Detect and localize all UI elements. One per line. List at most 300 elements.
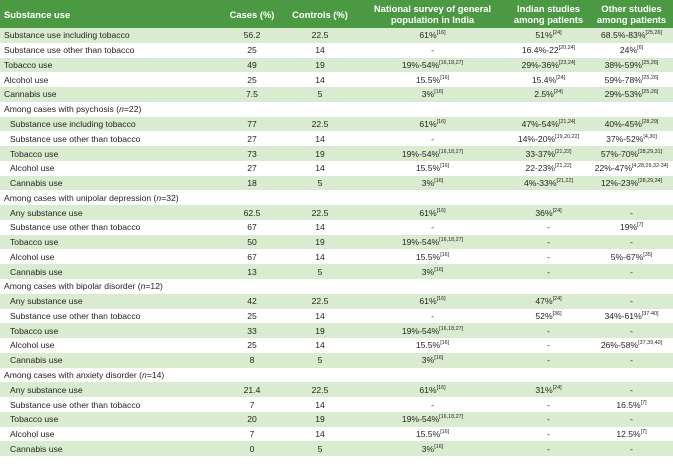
table-row: [0, 58, 673, 73]
indian-studies-cell-value: 22-23%: [525, 163, 556, 174]
indian-studies-cell-value: -: [547, 266, 550, 277]
controls-cell: 19: [315, 325, 325, 336]
other-studies-cell-value: 12%-23%: [600, 178, 639, 189]
cases-cell: 25: [247, 74, 257, 85]
cases-cell: 7: [249, 429, 255, 440]
national-survey-cell: [358, 441, 507, 456]
controls-cell: 14: [315, 399, 325, 410]
other-studies-cell-value: -: [630, 443, 633, 454]
indian-studies-cell: [507, 249, 590, 264]
controls-cell: 14: [315, 45, 325, 56]
row-label: Substance use other than tobacco: [4, 45, 135, 56]
group-n-symbol: n: [156, 192, 162, 203]
group-label-text: Among cases with bipolar disorder (: [4, 281, 141, 292]
national-survey-cell-reference: [16]: [436, 207, 446, 214]
other-studies-cell: [590, 43, 673, 58]
cases-cell: 21.4: [243, 384, 261, 395]
row-label: Tobacco use: [10, 237, 59, 248]
indian-studies-cell: [507, 294, 590, 309]
national-survey-cell-reference: [16]: [440, 340, 450, 347]
other-studies-cell-value: 37%-52%: [606, 133, 644, 144]
national-survey-cell-value: 61%: [419, 118, 437, 129]
table-row: [0, 264, 673, 279]
table-row: [0, 338, 673, 353]
national-survey-cell: [358, 323, 507, 338]
other-studies-cell: [590, 161, 673, 176]
national-survey-cell-reference: [16,18,27]: [439, 59, 464, 66]
cases-cell: 42: [247, 296, 257, 307]
cases-cell: 25: [247, 310, 257, 321]
indian-studies-cell-value: -: [547, 251, 550, 262]
national-survey-cell-value: 15.5%: [415, 251, 441, 262]
table-row: [0, 397, 673, 412]
other-studies-cell: [590, 264, 673, 279]
indian-studies-cell-reference: [24]: [552, 384, 562, 391]
other-studies-cell-value: 5%-67%: [610, 251, 644, 262]
table-header-row: [0, 0, 673, 28]
cases-cell: 56.2: [243, 30, 261, 41]
national-survey-cell: [358, 220, 507, 235]
indian-studies-cell-reference: [21,22]: [555, 163, 572, 170]
national-survey-cell-value: 3%: [421, 178, 435, 189]
table-row: [0, 235, 673, 250]
other-studies-cell-value: -: [630, 384, 633, 395]
national-survey-cell-value: -: [431, 222, 434, 233]
indian-studies-cell-reference: [24]: [552, 207, 562, 214]
row-label: Tobacco use: [4, 59, 53, 70]
header-other-studies: Other studies among patients: [596, 3, 667, 25]
controls-cell: 22.5: [311, 384, 329, 395]
national-survey-cell-value: 15.5%: [415, 340, 441, 351]
indian-studies-cell-value: 47%-54%: [521, 118, 559, 129]
other-studies-cell-reference: [28,29,31]: [638, 148, 663, 155]
other-studies-cell-value: -: [630, 237, 633, 248]
indian-studies-cell: [507, 58, 590, 73]
indian-studies-cell: [507, 353, 590, 368]
national-survey-cell-value: 19%-54%: [401, 414, 440, 425]
other-studies-cell-value: 22%-47%: [594, 163, 632, 174]
controls-cell: 14: [315, 74, 325, 85]
national-survey-cell: [358, 294, 507, 309]
indian-studies-cell: [507, 235, 590, 250]
group-n-symbol: n: [119, 104, 124, 115]
group-row: [0, 368, 673, 383]
other-studies-cell: [590, 131, 673, 146]
indian-studies-cell-value: 51%: [535, 30, 553, 41]
row-label: Tobacco use: [10, 325, 59, 336]
group-label: [0, 102, 673, 117]
table-row: [0, 43, 673, 58]
indian-studies-cell: [507, 117, 590, 132]
cases-cell: 77: [247, 118, 257, 129]
row-label: Substance use other than tobacco: [10, 133, 141, 144]
header-indian-studies: Indian studies among patients: [513, 3, 584, 25]
national-survey-cell: [358, 87, 507, 102]
other-studies-cell-reference: [28,29,34]: [638, 178, 663, 185]
other-studies-cell-value: 57%-70%: [600, 148, 639, 159]
other-studies-cell-reference: [37,39,40]: [638, 340, 663, 347]
indian-studies-cell-reference: [23,24]: [558, 59, 576, 66]
other-studies-cell: [590, 72, 673, 87]
row-label: Substance use including tobacco: [10, 118, 136, 129]
cases-cell: 0: [249, 443, 255, 454]
cases-cell: 33: [247, 325, 257, 336]
cases-cell: 62.5: [243, 207, 261, 218]
cases-cell: 27: [247, 163, 257, 174]
indian-studies-cell-reference: [20,24]: [558, 45, 576, 52]
controls-cell: 14: [315, 133, 325, 144]
other-studies-cell-value: -: [630, 355, 633, 366]
indian-studies-cell-value: 15.4%: [531, 74, 557, 85]
national-survey-cell: [358, 264, 507, 279]
other-studies-cell-value: 38%-59%: [604, 59, 642, 70]
national-survey-cell-value: 3%: [421, 443, 435, 454]
indian-studies-cell-value: 29%-36%: [521, 59, 559, 70]
other-studies-cell-reference: [4,28,29,32-34]: [631, 163, 669, 170]
indian-studies-cell-value: -: [547, 325, 550, 336]
group-label-text: Among cases with unipolar depression (: [4, 192, 157, 203]
row-label: Cannabis use: [10, 355, 63, 366]
row-label: Cannabis use: [10, 443, 63, 454]
indian-studies-cell: [507, 323, 590, 338]
national-survey-cell: [358, 309, 507, 324]
cases-cell: 49: [247, 59, 257, 70]
controls-cell: 5: [317, 266, 323, 277]
table-row: [0, 131, 673, 146]
national-survey-cell-reference: [16]: [436, 118, 446, 125]
national-survey-cell-reference: [16,18,27]: [439, 325, 464, 332]
indian-studies-cell-value: 4%-33%: [524, 178, 557, 189]
row-label: Alcohol use: [4, 74, 49, 85]
controls-cell: 5: [317, 89, 323, 100]
other-studies-cell-value: 68.5%-83%: [601, 30, 646, 41]
cases-cell: 67: [247, 222, 257, 233]
row-label: Substance use other than tobacco: [10, 399, 141, 410]
national-survey-cell-value: -: [431, 45, 434, 56]
other-studies-cell-value: 26%-58%: [600, 340, 639, 351]
cases-cell: 73: [247, 148, 257, 159]
row-label: Cannabis use: [10, 266, 63, 277]
other-studies-cell-reference: [7]: [640, 399, 647, 406]
indian-studies-cell-value: -: [547, 237, 550, 248]
other-studies-cell-value: 12.5%: [616, 429, 641, 440]
controls-cell: 19: [315, 59, 325, 70]
indian-studies-cell: [507, 309, 590, 324]
other-studies-cell-value: -: [630, 266, 633, 277]
national-survey-cell-reference: [16]: [440, 163, 450, 170]
indian-studies-cell-value: 33-37%: [525, 148, 556, 159]
indian-studies-cell-reference: [19,20,22]: [555, 133, 580, 140]
other-studies-cell-value: -: [630, 296, 633, 307]
cases-cell: 25: [247, 340, 257, 351]
table-row: [0, 176, 673, 191]
other-studies-cell: [590, 382, 673, 397]
group-n-value: =22): [123, 104, 142, 115]
controls-cell: 19: [315, 148, 325, 159]
row-label: Alcohol use: [10, 429, 55, 440]
cases-cell: 50: [247, 237, 257, 248]
group-row: [0, 190, 673, 205]
table-row: [0, 382, 673, 397]
national-survey-cell-value: 61%: [419, 30, 437, 41]
national-survey-cell-reference: [16]: [440, 74, 450, 81]
indian-studies-cell-value: -: [547, 222, 550, 233]
national-survey-cell: [358, 161, 507, 176]
national-survey-cell: [358, 58, 507, 73]
other-studies-cell: [590, 235, 673, 250]
header-national-survey: National survey of general population in India: [373, 3, 492, 25]
group-n-symbol: n: [140, 281, 146, 292]
indian-studies-cell-reference: [21,24]: [558, 118, 576, 125]
national-survey-cell-value: 19%-54%: [401, 325, 440, 336]
national-survey-cell: [358, 338, 507, 353]
indian-studies-cell-reference: [24]: [556, 74, 566, 81]
other-studies-cell-value: 19%: [619, 222, 638, 233]
indian-studies-cell: [507, 338, 590, 353]
other-studies-cell: [590, 353, 673, 368]
national-survey-cell-reference: [16]: [434, 443, 444, 450]
national-survey-cell-reference: [16,18,27]: [439, 148, 464, 155]
other-studies-cell-value: 16.5%: [616, 399, 641, 410]
group-n-value: =32): [161, 192, 179, 203]
controls-cell: 14: [315, 340, 325, 351]
cases-cell: 8: [249, 355, 255, 366]
other-studies-cell-reference: [37-40]: [641, 310, 659, 317]
cases-cell: 13: [247, 266, 257, 277]
other-studies-cell-reference: [25,26]: [645, 30, 662, 37]
indian-studies-cell: [507, 220, 590, 235]
indian-studies-cell: [507, 87, 590, 102]
national-survey-cell-reference: [16]: [440, 429, 450, 436]
controls-cell: 14: [315, 222, 325, 233]
row-label: Any substance use: [10, 207, 83, 218]
table-row: [0, 87, 673, 102]
controls-cell: 14: [315, 310, 325, 321]
national-survey-cell: [358, 28, 507, 43]
table-body: [0, 28, 673, 456]
table-row: [0, 161, 673, 176]
indian-studies-cell: [507, 176, 590, 191]
other-studies-cell: [590, 294, 673, 309]
national-survey-cell-reference: [16]: [434, 178, 444, 185]
controls-cell: 19: [315, 414, 325, 425]
other-studies-cell: [590, 28, 673, 43]
row-label: Alcohol use: [10, 163, 55, 174]
other-studies-cell-value: -: [630, 207, 633, 218]
table-row: [0, 412, 673, 427]
national-survey-cell-value: 3%: [421, 355, 435, 366]
national-survey-cell-reference: [16]: [434, 266, 444, 273]
indian-studies-cell-value: -: [547, 355, 550, 366]
national-survey-cell: [358, 176, 507, 191]
table-row: [0, 309, 673, 324]
header-controls: Controls (%): [292, 8, 348, 20]
indian-studies-cell: [507, 382, 590, 397]
indian-studies-cell-reference: [21,22]: [555, 148, 572, 155]
indian-studies-cell-value: -: [547, 340, 550, 351]
other-studies-cell-reference: [25,26]: [641, 89, 659, 96]
national-survey-cell: [358, 427, 507, 442]
national-survey-cell: [358, 117, 507, 132]
controls-cell: 22.5: [311, 30, 329, 41]
table-row: [0, 427, 673, 442]
other-studies-cell: [590, 87, 673, 102]
national-survey-cell-reference: [16]: [436, 30, 446, 37]
other-studies-cell: [590, 309, 673, 324]
other-studies-cell-reference: [25,26]: [641, 59, 659, 66]
national-survey-cell: [358, 131, 507, 146]
national-survey-cell: [358, 235, 507, 250]
national-survey-cell-reference: [16]: [436, 296, 446, 303]
table-row: [0, 205, 673, 220]
national-survey-cell: [358, 205, 507, 220]
group-label-text: Among cases with anxiety disorder (: [4, 369, 143, 380]
row-label: Any substance use: [10, 384, 83, 395]
other-studies-cell-value: -: [630, 325, 633, 336]
table-row: [0, 146, 673, 161]
other-studies-cell-value: 40%-45%: [604, 118, 642, 129]
indian-studies-cell-value: 31%: [535, 384, 553, 395]
other-studies-cell: [590, 412, 673, 427]
other-studies-cell-reference: [28,29]: [641, 118, 659, 125]
indian-studies-cell: [507, 427, 590, 442]
national-survey-cell-reference: [16,18,27]: [439, 414, 464, 421]
row-label: Substance use including tobacco: [4, 30, 130, 41]
indian-studies-cell-value: 14%-20%: [517, 133, 556, 144]
other-studies-cell-reference: [7]: [637, 222, 644, 229]
national-survey-cell: [358, 397, 507, 412]
controls-cell: 22.5: [311, 207, 329, 218]
other-studies-cell: [590, 220, 673, 235]
other-studies-cell: [590, 205, 673, 220]
group-label: [0, 190, 673, 205]
national-survey-cell-reference: [16]: [440, 251, 450, 258]
other-studies-cell-value: 29%-53%: [604, 89, 642, 100]
other-studies-cell-reference: [6]: [637, 45, 644, 52]
indian-studies-cell-value: 2.5%: [534, 89, 554, 100]
national-survey-cell-value: -: [431, 399, 434, 410]
other-studies-cell: [590, 176, 673, 191]
national-survey-cell-value: 3%: [421, 89, 435, 100]
row-label: Substance use other than tobacco: [10, 222, 141, 233]
indian-studies-cell-reference: [36]: [552, 310, 562, 317]
other-studies-cell: [590, 249, 673, 264]
national-survey-cell-value: 19%-54%: [401, 148, 440, 159]
row-label: Any substance use: [10, 296, 83, 307]
other-studies-cell-reference: [25,26]: [641, 74, 659, 81]
national-survey-cell-value: 19%-54%: [401, 237, 440, 248]
national-survey-cell-value: 61%: [419, 296, 437, 307]
indian-studies-cell: [507, 397, 590, 412]
table-row: [0, 441, 673, 456]
other-studies-cell-value: -: [630, 414, 633, 425]
table-row: [0, 294, 673, 309]
national-survey-cell-value: 19%-54%: [401, 59, 440, 70]
group-row: [0, 279, 673, 294]
group-n-value: =14): [146, 369, 165, 380]
national-survey-cell: [358, 382, 507, 397]
other-studies-cell-value: 24%: [619, 45, 638, 56]
group-label: [0, 279, 673, 294]
header-cases: Cases (%): [229, 8, 275, 20]
national-survey-cell: [358, 146, 507, 161]
row-label: Tobacco use: [10, 414, 59, 425]
row-label: Substance use other than tobacco: [10, 310, 141, 321]
table-row: [0, 28, 673, 43]
controls-cell: 5: [317, 355, 323, 366]
other-studies-cell: [590, 427, 673, 442]
national-survey-cell-value: 61%: [419, 384, 437, 395]
national-survey-cell: [358, 249, 507, 264]
table-row: [0, 72, 673, 87]
row-label: Alcohol use: [10, 251, 55, 262]
indian-studies-cell-reference: [21,22]: [556, 178, 573, 185]
national-survey-cell-value: -: [431, 133, 434, 144]
group-label-text: Among cases with psychosis (: [4, 104, 120, 115]
table-row: [0, 220, 673, 235]
indian-studies-cell-value: -: [547, 429, 550, 440]
table-row: [0, 323, 673, 338]
other-studies-cell-reference: [35]: [643, 251, 653, 258]
controls-cell: 14: [315, 429, 325, 440]
indian-studies-cell: [507, 412, 590, 427]
indian-studies-cell-value: 47%: [535, 296, 553, 307]
other-studies-cell: [590, 397, 673, 412]
row-label: Cannabis use: [10, 178, 63, 189]
group-row: [0, 102, 673, 117]
national-survey-cell: [358, 72, 507, 87]
indian-studies-cell-value: 52%: [535, 310, 553, 321]
row-label: Cannabis use: [4, 89, 57, 100]
controls-cell: 22.5: [311, 296, 329, 307]
indian-studies-cell: [507, 28, 590, 43]
indian-studies-cell-reference: [24]: [552, 296, 562, 303]
controls-cell: 19: [315, 237, 325, 248]
other-studies-cell-reference: [7]: [640, 429, 647, 436]
table-row: [0, 249, 673, 264]
indian-studies-cell-reference: [24]: [552, 30, 562, 37]
indian-studies-cell-value: -: [547, 399, 550, 410]
national-survey-cell-reference: [16]: [436, 384, 446, 391]
row-label: Tobacco use: [10, 148, 59, 159]
national-survey-cell-reference: [16,18,27]: [439, 237, 464, 244]
row-label: Alcohol use: [10, 340, 55, 351]
other-studies-cell-reference: [4,30]: [643, 133, 657, 140]
group-label: [0, 368, 673, 383]
national-survey-cell-reference: [16]: [434, 355, 444, 362]
controls-cell: 5: [317, 178, 323, 189]
controls-cell: 14: [315, 251, 325, 262]
other-studies-cell: [590, 58, 673, 73]
other-studies-cell: [590, 146, 673, 161]
cases-cell: 25: [247, 45, 257, 56]
cases-cell: 7: [249, 399, 255, 410]
table-row: [0, 353, 673, 368]
national-survey-cell-reference: [16]: [434, 89, 444, 96]
cases-cell: 18: [247, 178, 257, 189]
indian-studies-cell-value: 16.4%-22: [521, 45, 559, 56]
controls-cell: 5: [317, 443, 323, 454]
cases-cell: 20: [247, 414, 257, 425]
national-survey-cell-value: 15.5%: [415, 74, 441, 85]
indian-studies-cell: [507, 43, 590, 58]
indian-studies-cell-value: -: [547, 443, 550, 454]
other-studies-cell: [590, 338, 673, 353]
cases-cell: 27: [247, 133, 257, 144]
indian-studies-cell: [507, 205, 590, 220]
national-survey-cell: [358, 353, 507, 368]
other-studies-cell-value: 59%-78%: [604, 74, 642, 85]
